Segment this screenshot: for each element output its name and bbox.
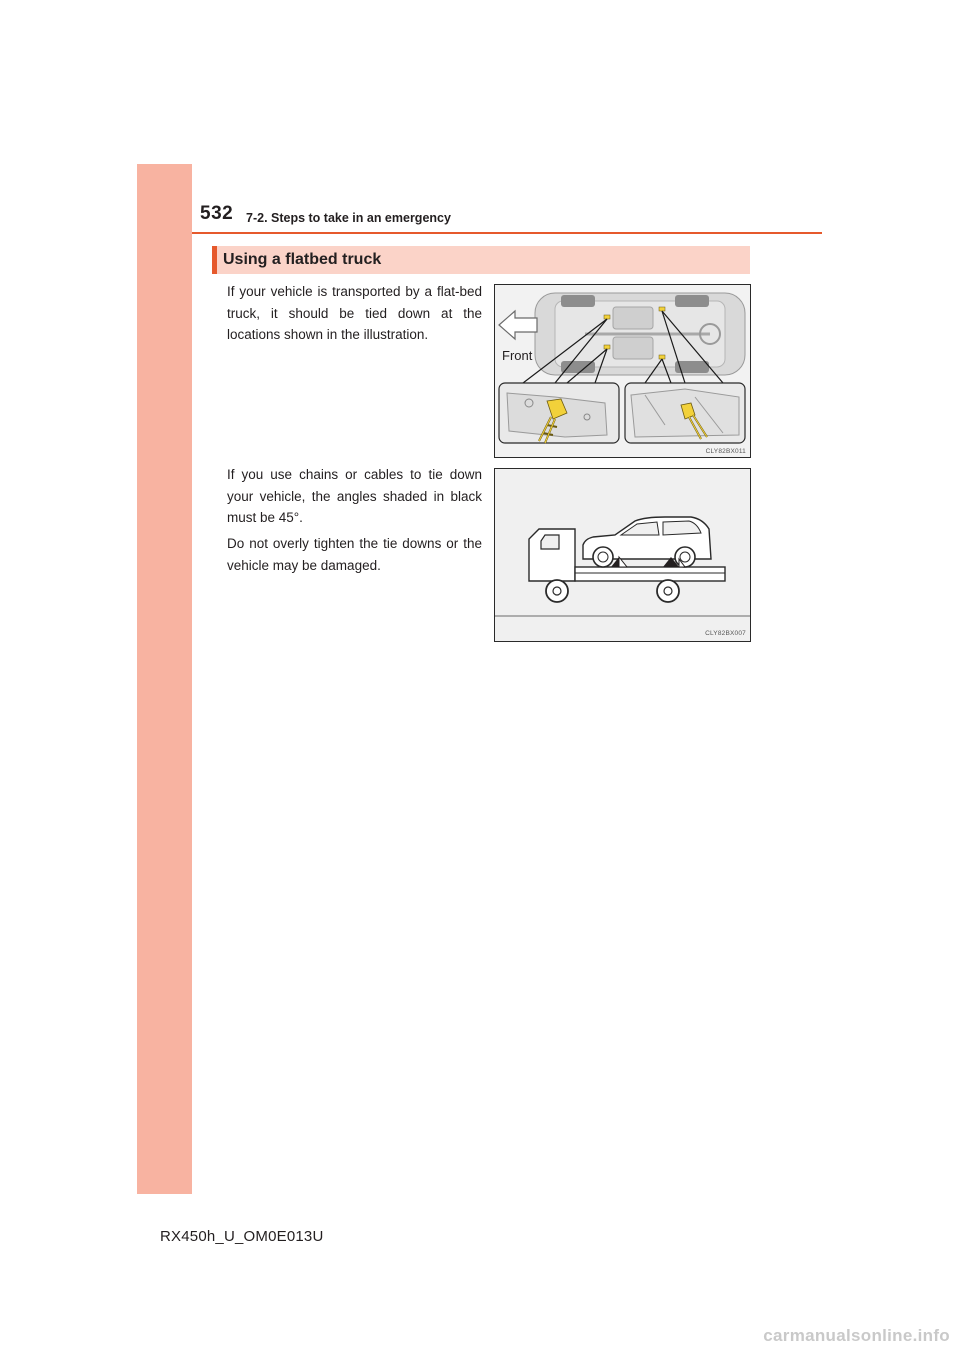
figure-code: CLY82BX007	[705, 630, 746, 637]
section-title: Using a flatbed truck	[223, 251, 382, 268]
paragraph-tie-down-locations: If your vehicle is transported by a flat-bed truck, it should be tied down at the locations shown in the illustration.	[227, 284, 482, 342]
figure-code: CLY82BX011	[705, 448, 746, 455]
section-heading-bar	[212, 246, 750, 274]
paragraph-overtighten-warning: Do not overly tighten the tie downs or the vehicle may be damaged.	[227, 536, 482, 573]
side-tab-band	[137, 164, 192, 1194]
front-label: Front	[502, 348, 533, 363]
page-number: 532	[200, 203, 234, 224]
paragraph-chain-angles: If you use chains or cables to tie down your vehicle, the angles shaded in black must be 45°.	[227, 467, 482, 525]
watermark: carmanualsonline.info	[763, 1326, 950, 1345]
chapter-title: 7-2. Steps to take in an emergency	[246, 211, 451, 225]
header-rule	[192, 232, 822, 234]
underbody-diagram	[495, 285, 750, 457]
flatbed-truck-diagram	[495, 469, 750, 641]
tie-down-locations-illustration	[494, 284, 751, 458]
manual-code: RX450h_U_OM0E013U	[160, 1228, 324, 1245]
flatbed-truck-illustration	[494, 468, 751, 642]
section-accent	[212, 246, 217, 274]
